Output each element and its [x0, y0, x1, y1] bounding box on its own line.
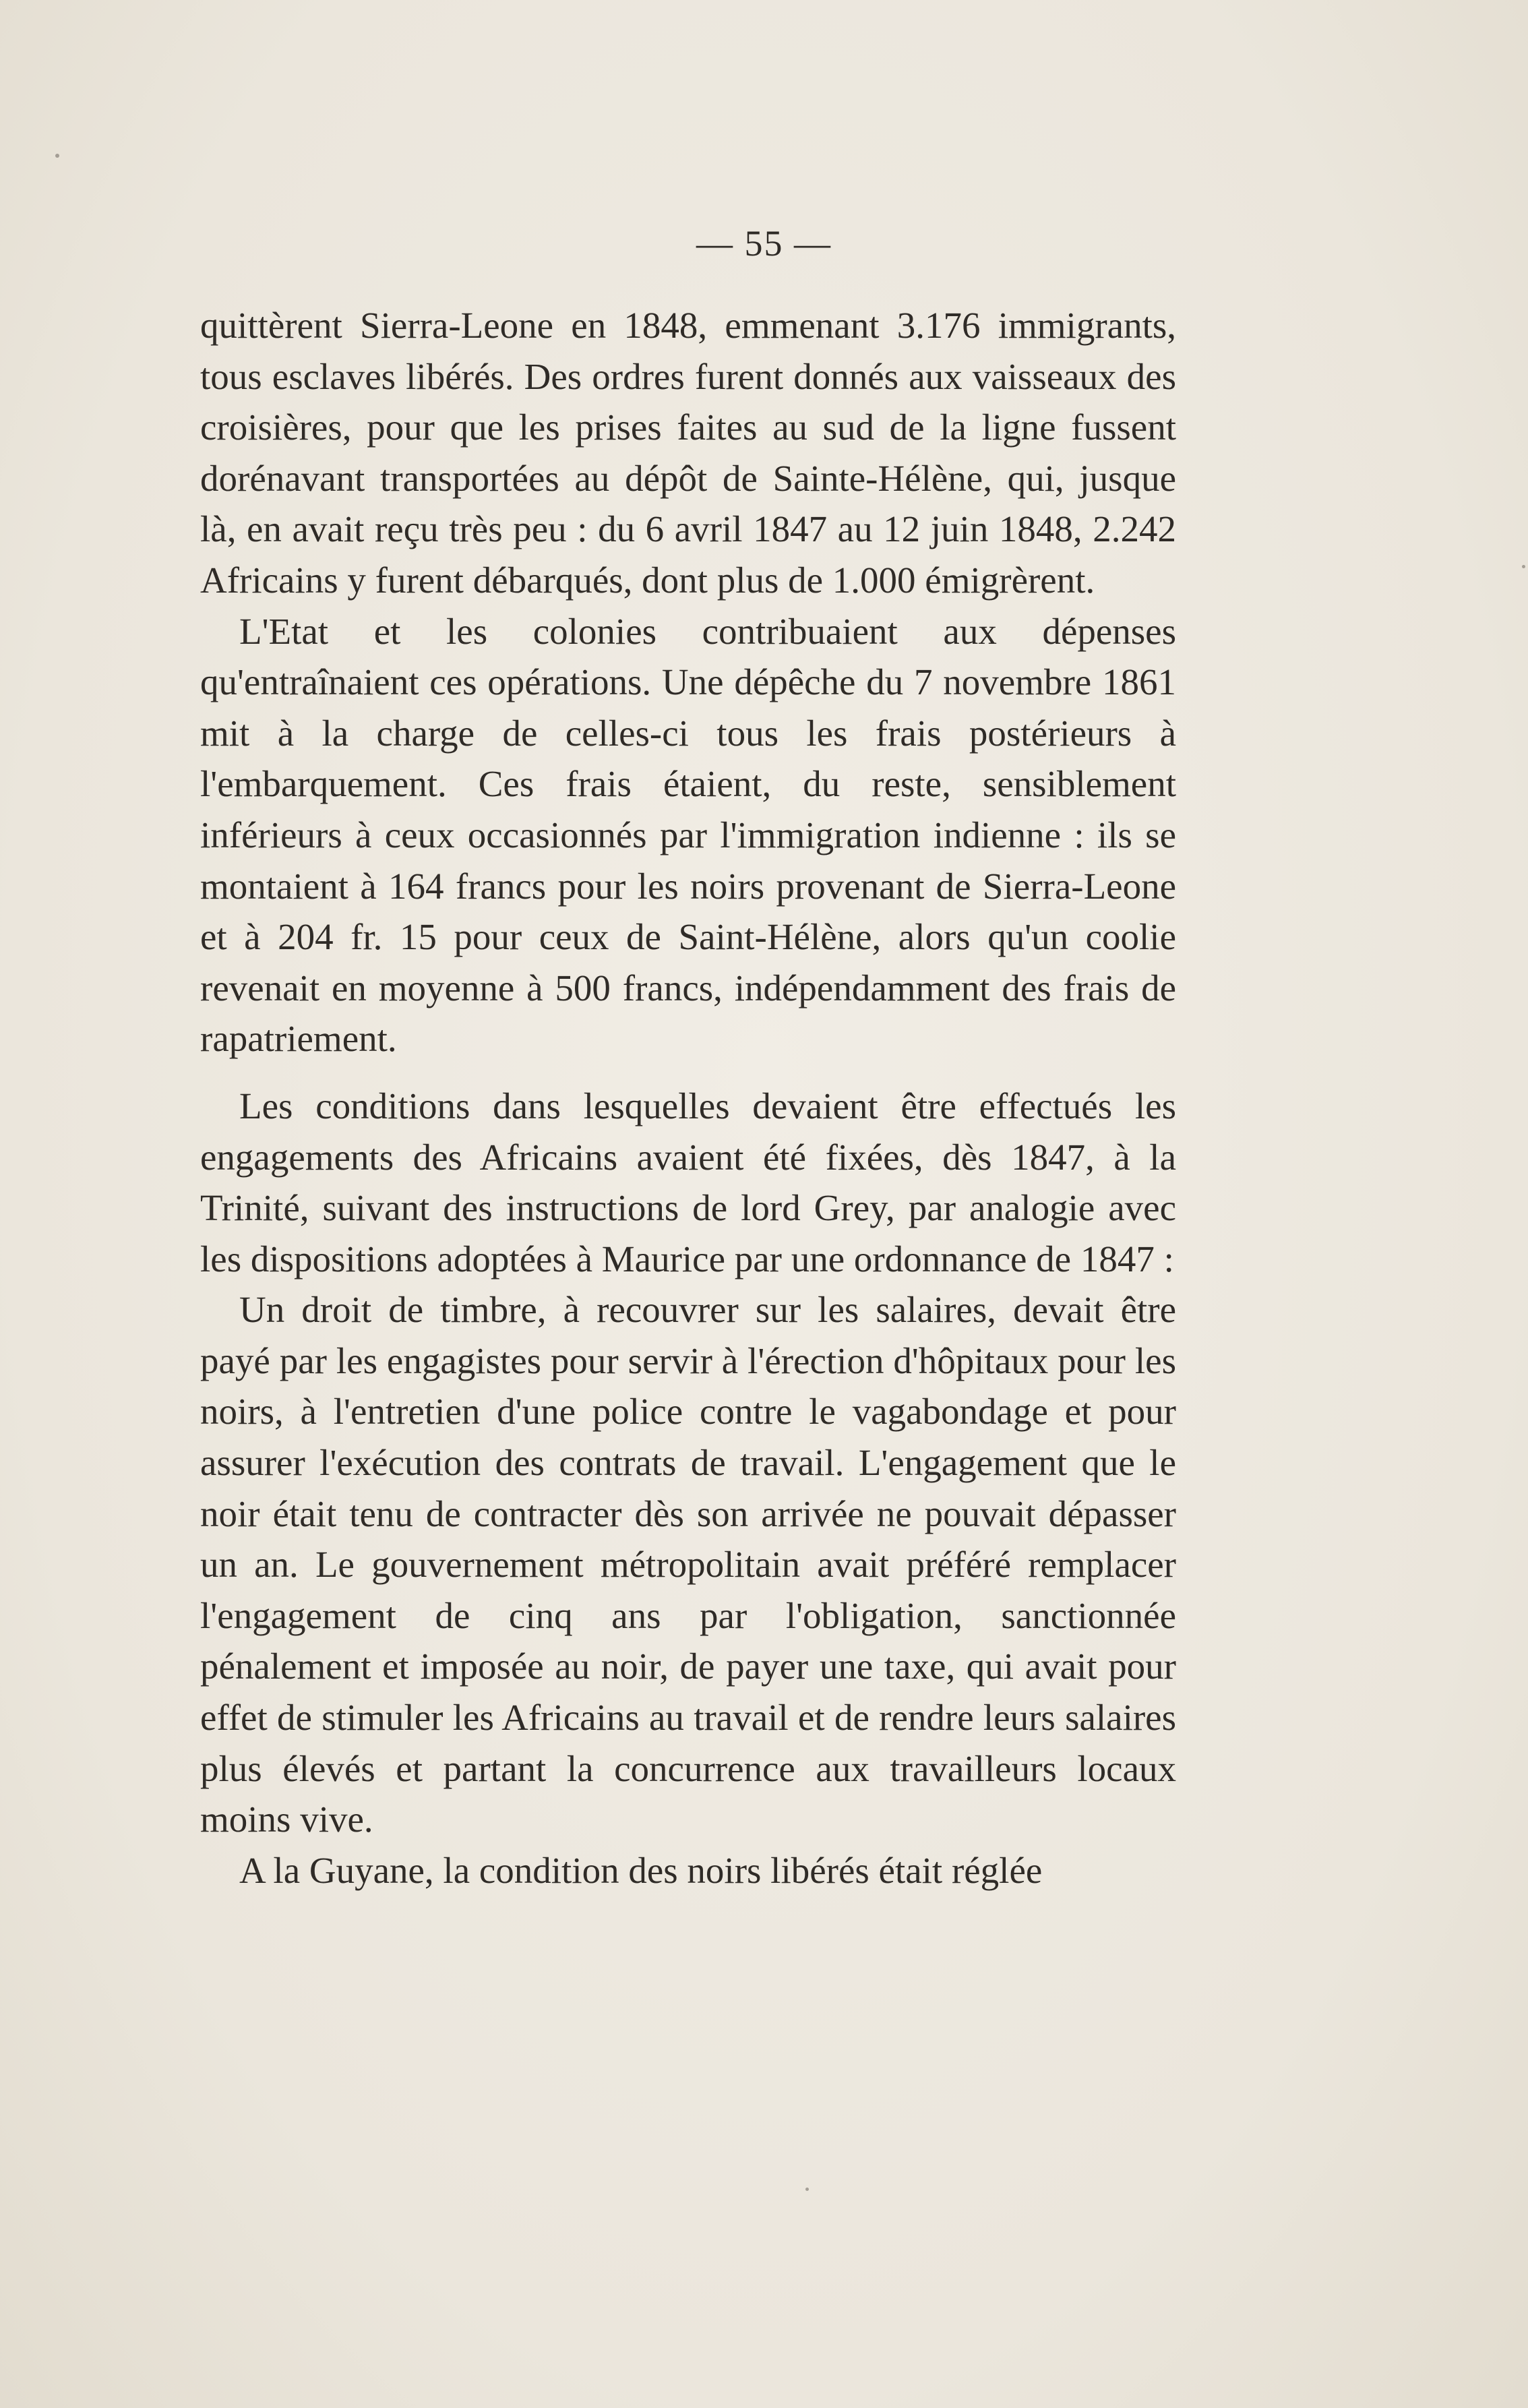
paper-speck: [1522, 565, 1525, 568]
paragraph: A la Guyane, la condition des noirs libérés était réglée: [239, 1849, 1043, 1891]
paper-speck: [55, 154, 59, 158]
body-text: [200, 300, 1176, 1896]
paragraph: Les conditions dans lesquelles devaient être effectués les engagements des Africains avaient été fixées, dès 1847, à la Trinité, suivant des instructions de lord Grey, par analogie avec les dispositions adoptées à Maurice par une ordonnance de 1847 :: [200, 1085, 1176, 1280]
paper-speck: [805, 2188, 809, 2191]
paragraph: L'Etat et les colonies contribuaient aux dépenses qu'entraînaient ces opérations. Une dépêche du 7 novembre 1861 mit à la charge de celles-ci tous les frais postérieurs à l'embarquement. Ces frais étaient, du reste, sensiblement inférieurs à ceux occasionnés par l'immigration indienne : ils se montaient à 164 francs pour les noirs provenant de Sierra-Leone et à 204 fr. 15 pour ceux de Saint-Hélène, alors qu'un coolie revenait en moyenne à 500 francs, indépendamment des frais de rapatriement.: [200, 610, 1176, 1060]
paragraph: Un droit de timbre, à recouvrer sur les salaires, devait être payé par les engagistes pour servir à l'érection d'hôpitaux pour les noirs, à l'entretien d'une police contre le vagabondage et pour assurer l'exécution des contrats de travail. L'engagement que le noir était tenu de contracter dès son arrivée ne pouvait dépasser un an. Le gouvernement métropolitain avait préféré remplacer l'engagement de cinq ans par l'obligation, sanctionnée pénalement et imposée au noir, de payer une taxe, qui avait pour effet de stimuler les Africains au travail et de rendre leurs salaires plus élevés et partant la concurrence aux travailleurs locaux moins vive.: [200, 1289, 1176, 1840]
paragraph: quittèrent Sierra-Leone en 1848, emmenant 3.176 immigrants, tous esclaves libérés. Des ordres furent donnés aux vaisseaux des croisières, pour que les prises faites au sud de la ligne fussent dorénavant transportées au dépôt de Sainte-Hélène, qui, jusque là, en avait reçu très peu : du 6 avril 1847 au 12 juin 1848, 2.242 Africains y furent débarqués, dont plus de 1.000 émigrèrent.: [200, 305, 1176, 601]
page-number: — 55 —: [696, 223, 832, 264]
